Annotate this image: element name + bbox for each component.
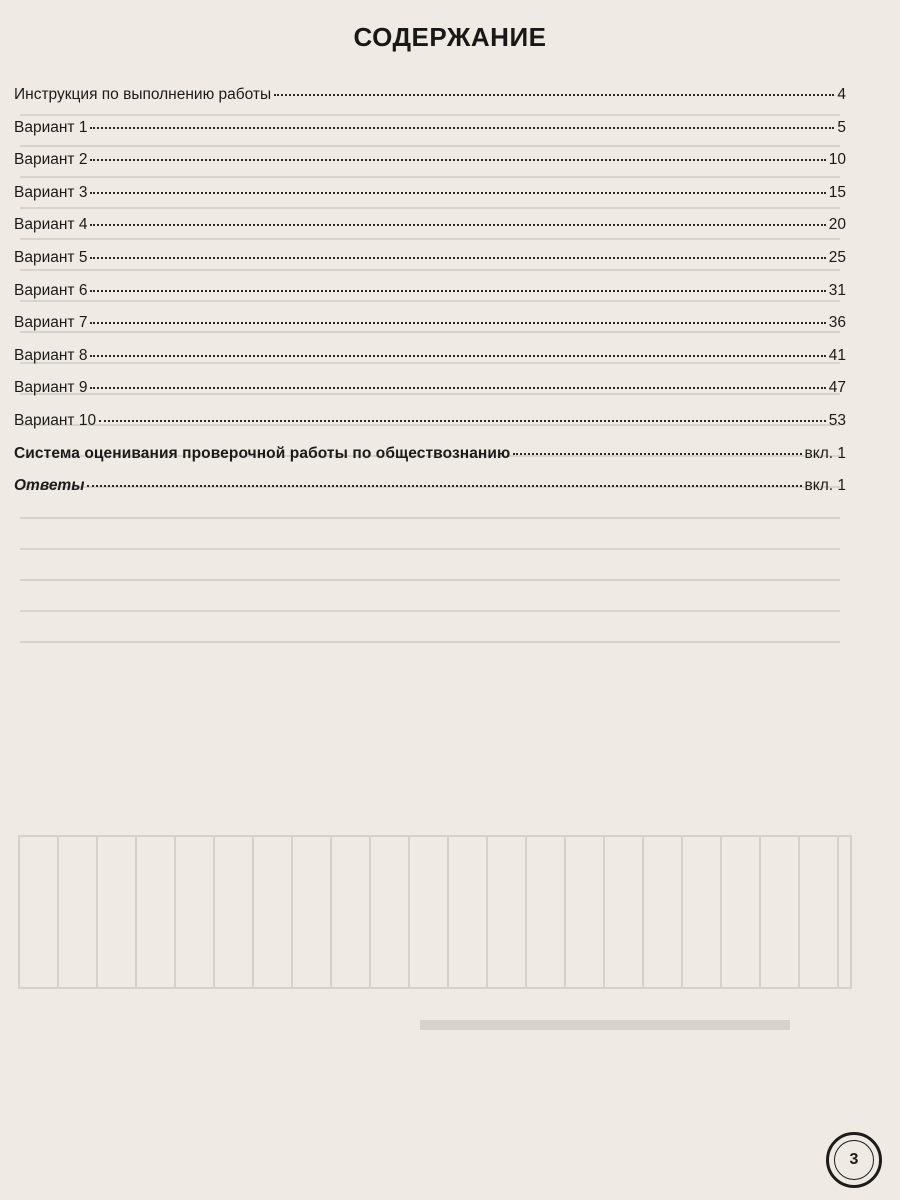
toc-leader-dots	[513, 453, 801, 455]
toc-entry-label: Вариант 4	[14, 216, 88, 234]
toc-entry-page: 20	[828, 216, 846, 234]
toc-entry[interactable]	[14, 412, 846, 445]
toc-leader-dots	[90, 192, 825, 194]
toc-entry-label: Вариант 10	[14, 411, 97, 429]
toc-entry-page: 41	[828, 346, 846, 364]
toc-entry-label: Вариант 8	[14, 346, 88, 364]
toc-leader-dots	[90, 355, 825, 357]
toc-entry-page: вкл. 1	[804, 477, 846, 495]
toc-leader-dots	[90, 257, 825, 259]
toc-entry[interactable]	[14, 151, 846, 184]
toc-entry-label: Вариант 7	[14, 314, 88, 332]
toc-entry-label: Вариант 9	[14, 379, 88, 397]
toc-leader-dots	[90, 290, 825, 292]
toc-entry-label: Вариант 3	[14, 183, 88, 201]
toc-entry-page: 5	[837, 118, 846, 136]
toc-leader-dots	[90, 322, 825, 324]
toc-entry[interactable]	[14, 477, 846, 510]
toc-entry[interactable]	[14, 249, 846, 282]
toc-leader-dots	[90, 224, 825, 226]
toc-entry-page: 36	[828, 314, 846, 332]
toc-entry[interactable]	[14, 314, 846, 347]
toc-entry[interactable]	[14, 379, 846, 412]
toc-entry[interactable]	[14, 445, 846, 478]
toc-entry[interactable]	[14, 347, 846, 380]
toc-entry[interactable]	[14, 86, 846, 119]
toc-entry-page: 10	[828, 151, 846, 169]
toc-leader-dots	[274, 94, 834, 96]
page-number: 3	[834, 1140, 874, 1180]
toc-entry[interactable]	[14, 119, 846, 152]
toc-entry-page: 31	[828, 281, 846, 299]
page-number-badge	[826, 1132, 882, 1188]
toc-entry[interactable]	[14, 184, 846, 217]
toc-entry[interactable]	[14, 282, 846, 315]
ghost-table	[18, 835, 852, 989]
toc-entry-page: 53	[828, 411, 846, 429]
toc-entry-page: 15	[828, 183, 846, 201]
toc-entry-page: 4	[837, 86, 846, 103]
toc-entry-page: вкл. 1	[804, 444, 846, 462]
toc-entry-label: Вариант 1	[14, 118, 88, 136]
toc-entry-page: 25	[828, 248, 846, 266]
toc-entry-label: Вариант 2	[14, 151, 88, 169]
toc-leader-dots	[90, 159, 825, 161]
ghost-footnote	[420, 1020, 790, 1030]
toc-entry[interactable]	[14, 216, 846, 249]
page-title: СОДЕРЖАНИЕ	[353, 22, 547, 52]
toc-entry-label: Инструкция по выполнению работы	[14, 86, 272, 103]
toc-leader-dots	[87, 485, 801, 487]
toc-entry-label: Ответы	[14, 477, 85, 495]
toc-leader-dots	[90, 387, 825, 389]
toc-leader-dots	[90, 127, 834, 129]
toc-entry-page: 47	[828, 379, 846, 397]
toc-leader-dots	[99, 420, 826, 422]
toc-entry-label: Вариант 6	[14, 281, 88, 299]
table-of-contents	[14, 86, 846, 510]
toc-entry-label: Вариант 5	[14, 248, 88, 266]
toc-entry-label: Система оценивания проверочной работы по обществознанию	[14, 444, 511, 462]
